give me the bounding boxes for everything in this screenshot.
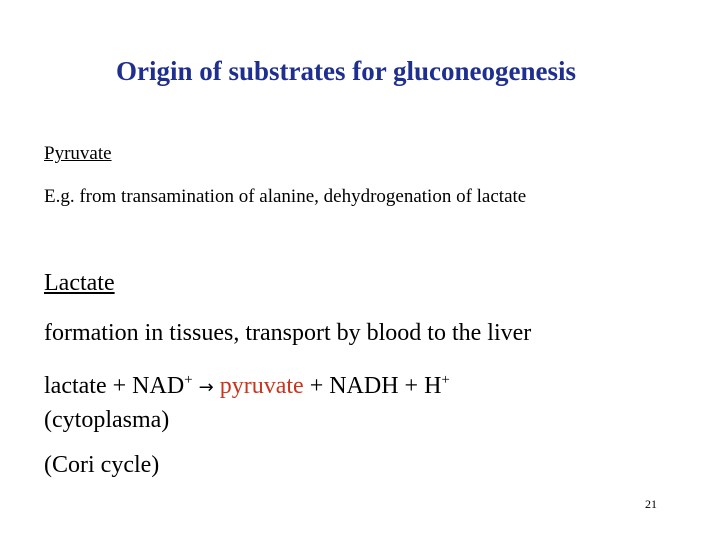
pyruvate-heading: Pyruvate <box>44 143 112 164</box>
reaction-product: pyruvate <box>219 373 304 399</box>
reaction-arrow-icon: → <box>198 377 214 398</box>
reaction-lhs: lactate + NAD <box>44 373 185 399</box>
slide-title: Origin of substrates for gluconeogenesis <box>116 56 576 86</box>
pyruvate-text: E.g. from transamination of alanine, dehydrogenation of lactate <box>44 186 527 207</box>
reaction-charge-2: + <box>441 372 450 388</box>
reaction-charge: + <box>184 372 193 388</box>
reaction-location: (cytoplasma) <box>44 407 170 433</box>
reaction-rest: + NADH + H <box>309 373 442 399</box>
page-number: 21 <box>645 497 657 511</box>
reaction-equation <box>44 370 644 436</box>
lactate-heading: Lactate <box>44 270 115 296</box>
lactate-text: formation in tissues, transport by blood to the liver <box>44 320 532 346</box>
cori-cycle-note: (Cori cycle) <box>44 452 160 478</box>
